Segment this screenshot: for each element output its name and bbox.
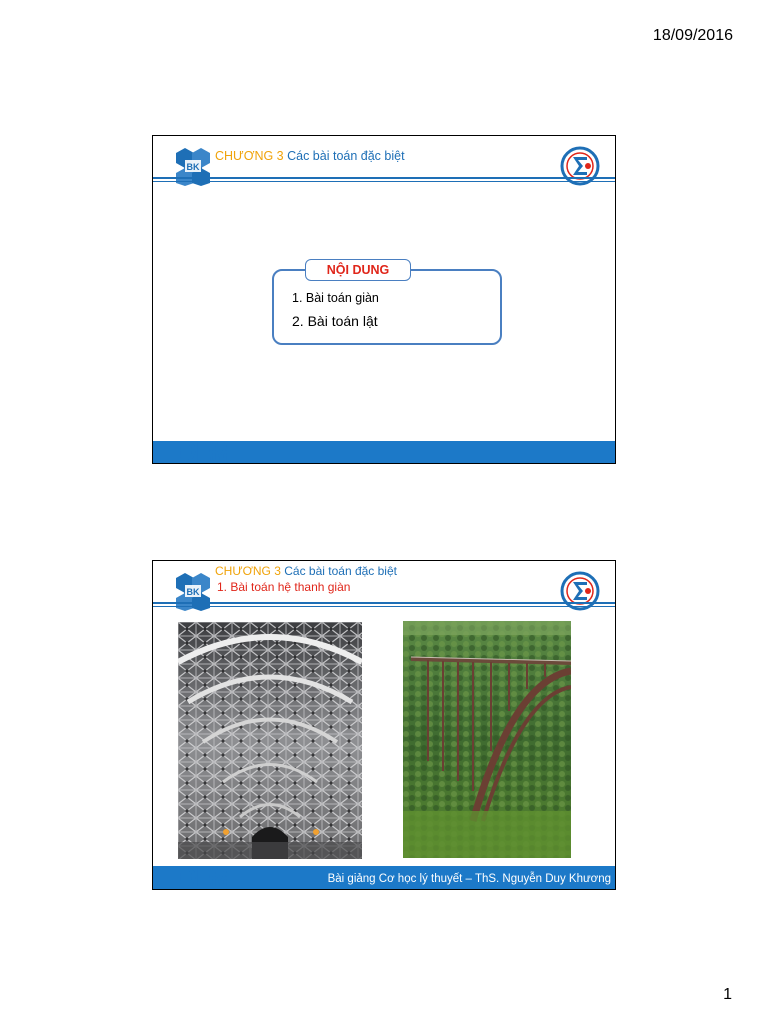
header-divider-thin (153, 606, 615, 607)
chapter-title: Các bài toán đặc biệt (284, 564, 397, 578)
chapter-heading (215, 564, 397, 578)
dem-logo-text: DEM (179, 436, 231, 464)
steel-truss-tunnel-photo (178, 622, 362, 859)
header-divider (153, 602, 615, 604)
arch-bridge-forest-photo (403, 621, 571, 858)
contents-item-1: 1. Bài toán giàn (292, 291, 379, 305)
slide-2 (152, 560, 616, 890)
header-divider (153, 177, 615, 179)
contents-item-2: 2. Bài toán lật (292, 313, 378, 329)
sigma-emblem-icon (559, 571, 601, 611)
contents-box (272, 263, 502, 345)
header-divider-thin (153, 181, 615, 182)
chapter-label: CHƯƠNG 3 (215, 149, 284, 163)
slide-1 (152, 135, 616, 464)
footer-credit: Bài giảng Cơ học lý thuyết – ThS. Nguyễn Duy Khương (327, 873, 611, 885)
page-date: 18/09/2016 (652, 27, 733, 44)
chapter-title: Các bài toán đặc biệt (287, 149, 405, 163)
sigma-emblem-icon (559, 146, 601, 186)
bk-logo-icon (173, 146, 213, 186)
dem-logo (179, 864, 230, 890)
chapter-heading (215, 149, 405, 163)
dem-logo (179, 438, 230, 464)
chapter-label: CHƯƠNG 3 (215, 564, 281, 578)
contents-title: NỘI DUNG (305, 259, 411, 281)
dem-logo-text: DEM (179, 862, 231, 890)
page-number: 1 (723, 986, 732, 1003)
section-subtitle: 1. Bài toán hệ thanh giàn (217, 580, 351, 594)
bk-logo-icon (173, 571, 213, 611)
bk-logo-text: BK (186, 162, 200, 172)
bk-logo-text: BK (186, 587, 200, 597)
